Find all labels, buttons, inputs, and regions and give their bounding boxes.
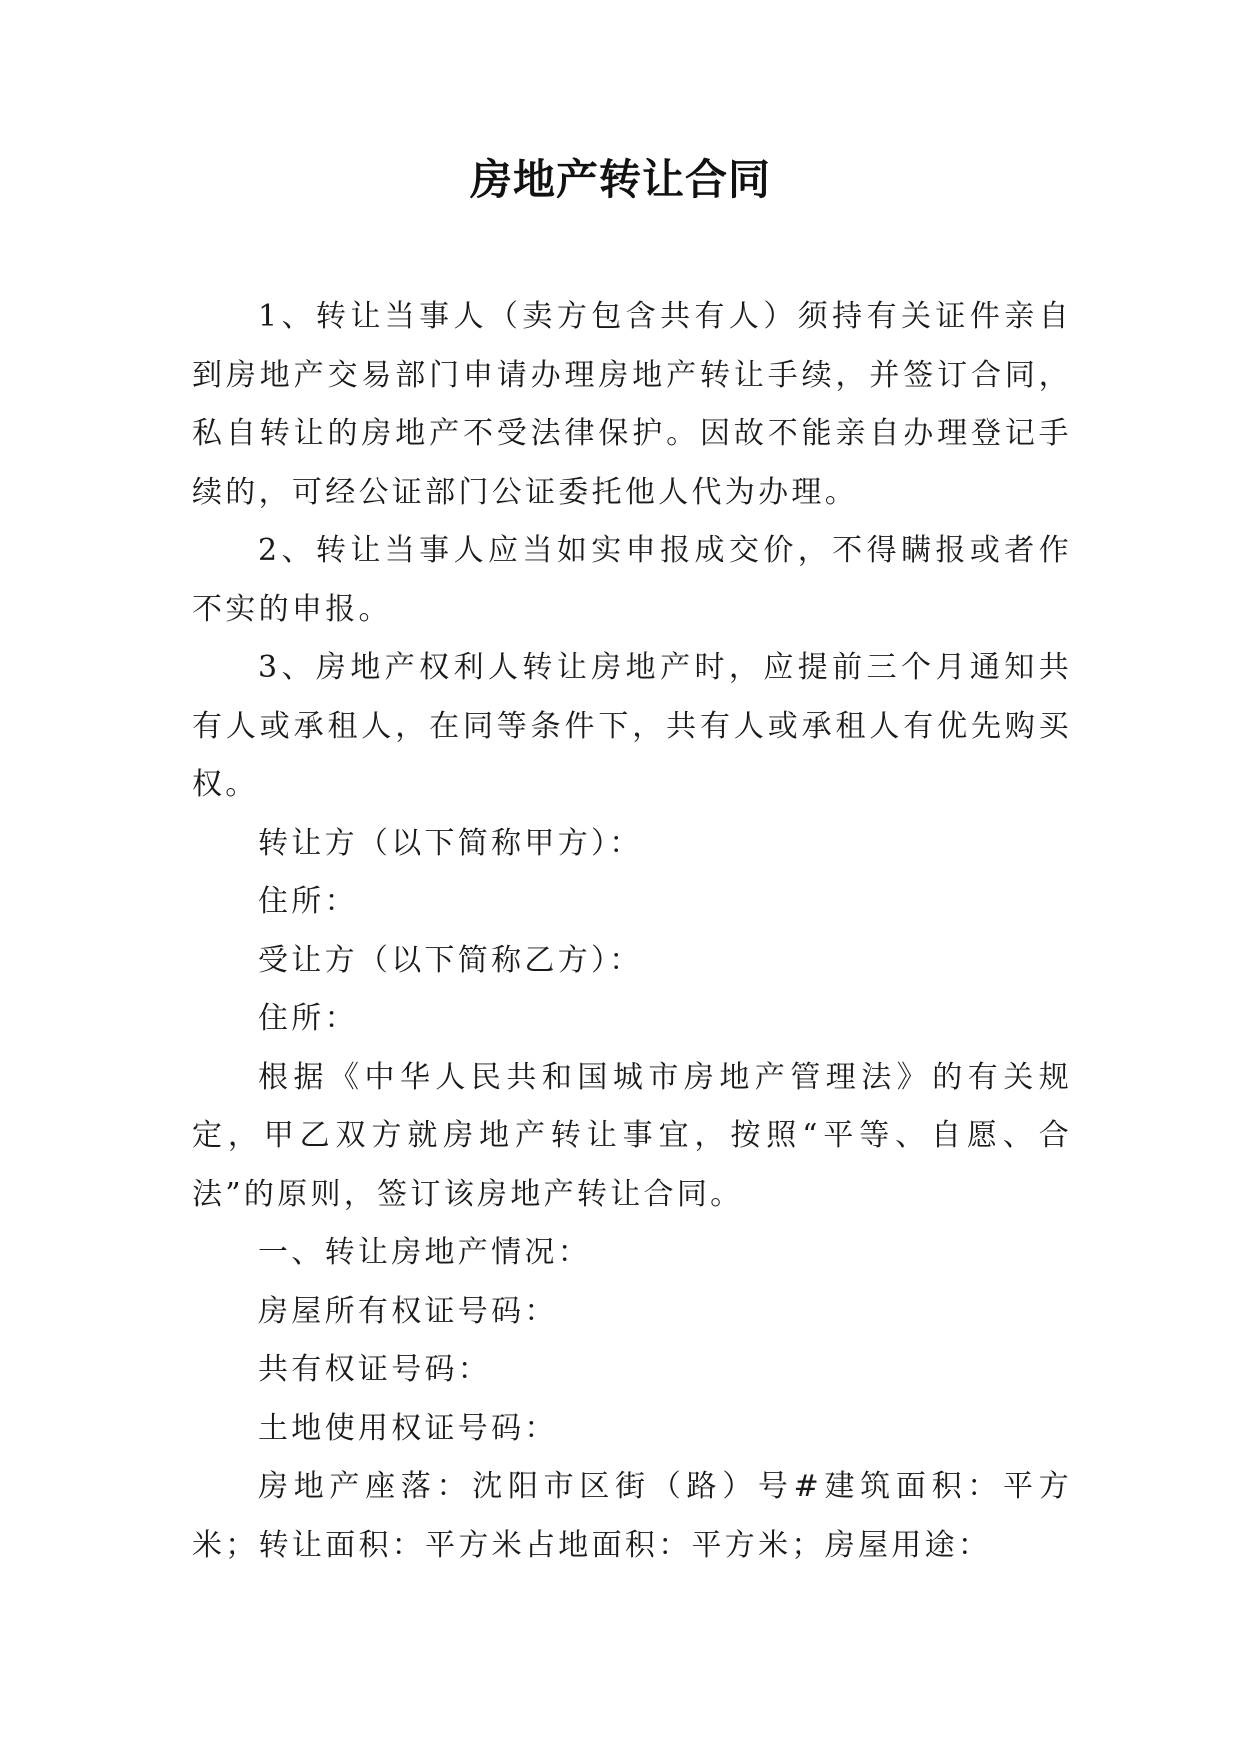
co-ownership-certificate-line: 共有权证号码： (258, 1352, 492, 1387)
document-body (192, 288, 1072, 1575)
property-location-paragraph: 房地产座落：沈阳市区街（路）号#建筑面积：平方米；转让面积：平方米占地面积：平方米；房屋用途： (192, 1469, 1072, 1563)
transferor-address-line: 住所： (258, 884, 358, 919)
clause-3-paragraph: 3、房地产权利人转让房地产时，应提前三个月通知共有人或承租人，在同等条件下，共有人或承租人有优先购买权。 (192, 650, 1072, 802)
transferor-line: 转让方（以下简称甲方）： (258, 825, 643, 861)
section-1-heading: 一、转让房地产情况： (258, 1235, 591, 1270)
document-title: 房地产转让合同 (469, 155, 771, 204)
transferee-line: 受让方（以下简称乙方）： (258, 942, 643, 978)
clause-1-paragraph: 1、转让当事人（卖方包含共有人）须持有关证件亲自到房地产交易部门申请办理房地产转让手续，并签订合同，私自转让的房地产不受法律保护。因故不能亲自办理登记手续的，可经公证部门公证委托他人代为办理。 (192, 299, 1072, 510)
land-use-certificate-line: 土地使用权证号码： (258, 1410, 558, 1446)
ownership-certificate-line: 房屋所有权证号码： (258, 1293, 558, 1329)
clause-2-paragraph: 2、转让当事人应当如实申报成交价，不得瞒报或者作不实的申报。 (192, 533, 1072, 627)
legal-basis-paragraph: 根据《中华人民共和国城市房地产管理法》的有关规定，甲乙双方就房地产转让事宜，按照“平等、自愿、合法”的原则，签订该房地产转让合同。 (192, 1059, 1072, 1212)
transferee-address-line: 住所： (258, 1001, 358, 1036)
